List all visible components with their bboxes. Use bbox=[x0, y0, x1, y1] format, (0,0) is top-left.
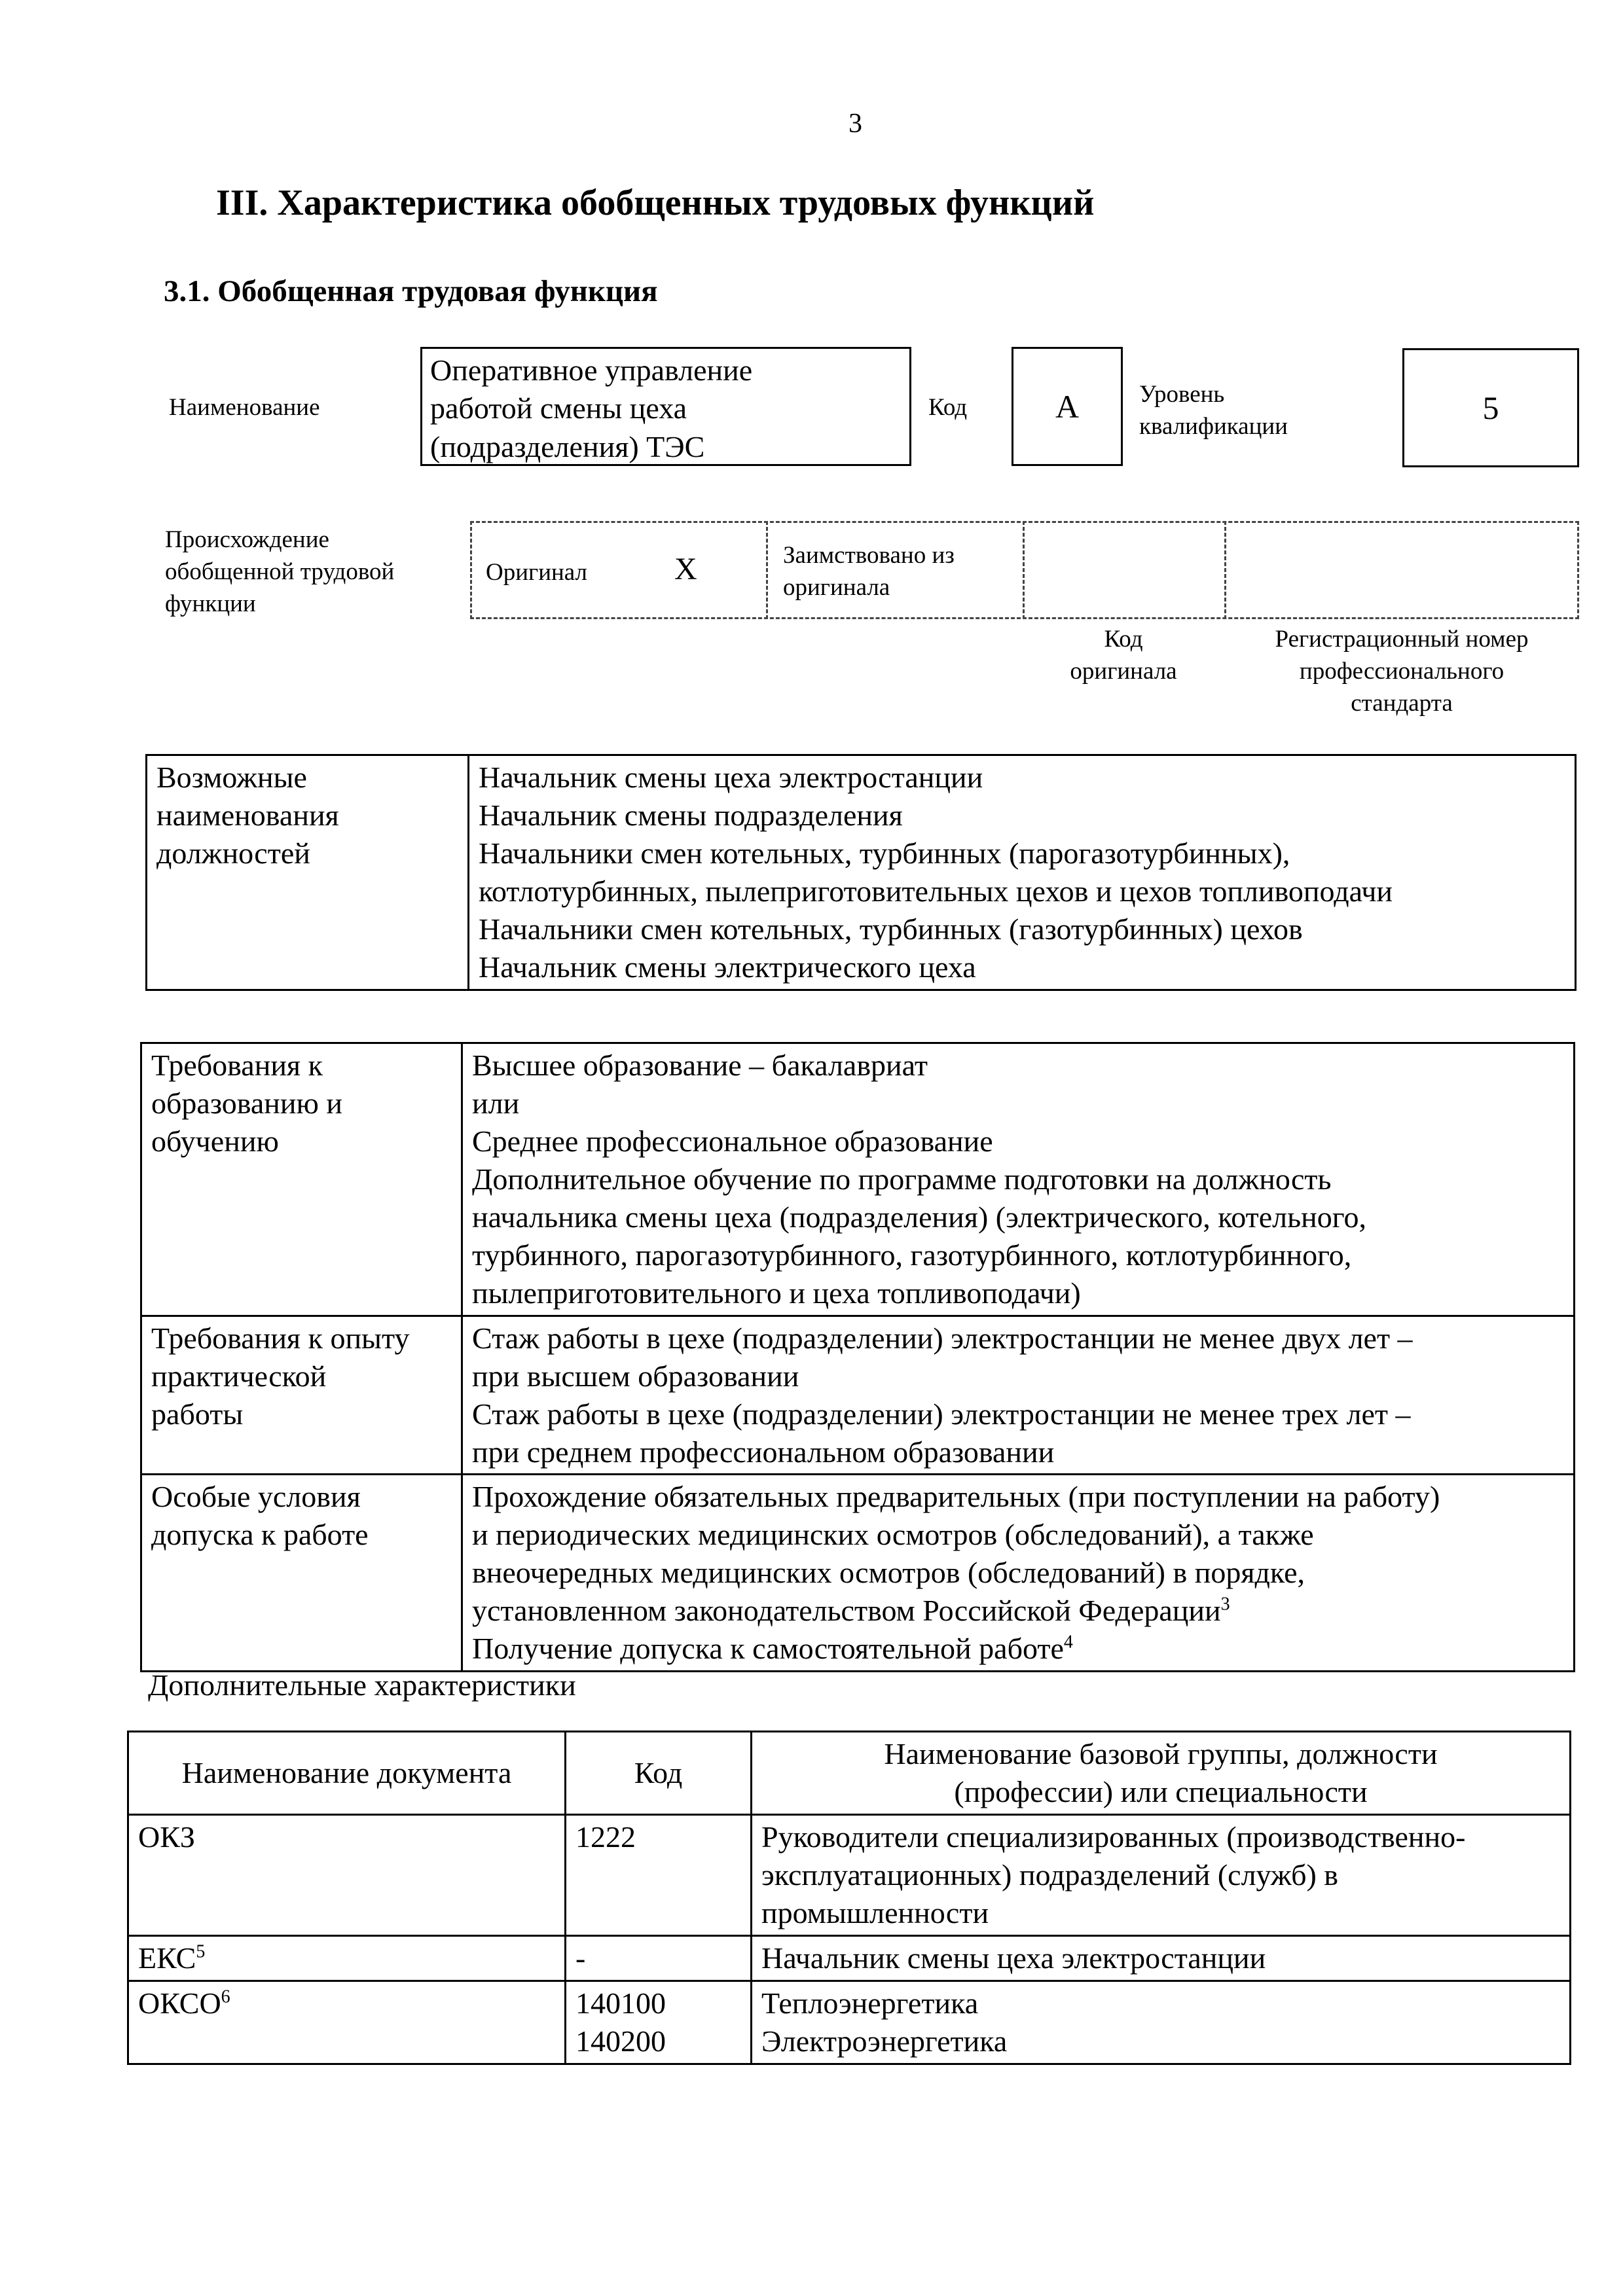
label-line: обучению bbox=[151, 1124, 279, 1158]
name-line: Оперативное управление bbox=[430, 353, 753, 387]
section-title: III. Характеристика обобщенных трудовых функций bbox=[216, 183, 1095, 223]
additional-table bbox=[127, 1731, 1571, 2065]
table-row bbox=[141, 1316, 1575, 1475]
label-line: допуска к работе bbox=[151, 1518, 369, 1552]
value-line: Начальник смены подразделения bbox=[479, 798, 903, 832]
positions-label bbox=[147, 755, 469, 990]
header-name bbox=[752, 1732, 1571, 1815]
caption-line: Регистрационный номер bbox=[1275, 626, 1529, 653]
name-line: промышленности bbox=[761, 1895, 989, 1929]
education-value bbox=[462, 1043, 1575, 1316]
label-line: образованию и bbox=[151, 1086, 342, 1120]
header-doc: Наименование документа bbox=[128, 1732, 566, 1815]
label-line: Требования к bbox=[151, 1049, 323, 1082]
page-number: 3 bbox=[848, 109, 862, 139]
education-label bbox=[141, 1043, 462, 1316]
code-value: - bbox=[575, 1941, 586, 1975]
value-text: Получение допуска к самостоятельной работе bbox=[472, 1632, 1064, 1666]
value-line: Среднее профессиональное образование bbox=[472, 1124, 993, 1158]
value-line bbox=[472, 1592, 1564, 1630]
admission-label bbox=[141, 1475, 462, 1672]
value-line bbox=[472, 1630, 1564, 1668]
origin-divider bbox=[1023, 521, 1025, 619]
doc-name: ОКСО bbox=[138, 1986, 221, 2020]
level-value: 5 bbox=[1402, 348, 1579, 467]
doc-name: ОКЗ bbox=[138, 1820, 195, 1854]
value-line: Дополнительное обучение по программе подготовки на должность bbox=[472, 1162, 1332, 1196]
subsection-title: 3.1. Обобщенная трудовая функция bbox=[164, 274, 658, 308]
experience-label bbox=[141, 1316, 462, 1475]
table-row bbox=[141, 1043, 1575, 1316]
origin-label-line: обобщенной трудовой bbox=[165, 558, 395, 586]
value-text: установленном законодательством Российской Федерации bbox=[472, 1594, 1221, 1628]
doc-cell bbox=[128, 1935, 566, 1981]
label-line: Особые условия bbox=[151, 1480, 361, 1514]
level-label bbox=[1139, 378, 1288, 442]
level-label-line: Уровень bbox=[1139, 381, 1225, 408]
name-line: Теплоэнергетика bbox=[761, 1986, 979, 2020]
header-code: Код bbox=[566, 1732, 752, 1815]
value-line: Стаж работы в цехе (подразделении) электростанции не менее двух лет – bbox=[472, 1321, 1413, 1355]
label-line: должностей bbox=[156, 836, 310, 870]
caption-line: стандарта bbox=[1351, 690, 1453, 717]
admission-value bbox=[462, 1475, 1575, 1672]
value-line: Начальник смены электрического цеха bbox=[479, 950, 976, 984]
name-line: Руководители специализированных (производственно- bbox=[761, 1820, 1466, 1854]
value-line: Высшее образование – бакалавриат bbox=[472, 1049, 928, 1082]
doc-cell bbox=[128, 1981, 566, 2064]
origin-label-line: функции bbox=[165, 590, 256, 618]
origin-label-line: Происхождение bbox=[165, 526, 329, 553]
value-line: Начальники смен котельных, турбинных (парогазотурбинных), bbox=[479, 836, 1290, 870]
header-line: (профессии) или специальности bbox=[954, 1774, 1368, 1808]
value-line: и периодических медицинских осмотров (обследований), а также bbox=[472, 1518, 1314, 1552]
label-line: практической bbox=[151, 1359, 327, 1393]
code-label: Код bbox=[928, 394, 968, 421]
borrowed-label-line: оригинала bbox=[783, 574, 890, 601]
table-row bbox=[141, 1475, 1575, 1672]
table-header-row bbox=[128, 1732, 1571, 1815]
name-cell bbox=[752, 1935, 1571, 1981]
value-line: пылеприготовительного и цеха топливоподачи) bbox=[472, 1276, 1081, 1310]
footnote-ref: 4 bbox=[1063, 1632, 1073, 1653]
value-line: при среднем профессиональном образовании bbox=[472, 1435, 1055, 1469]
experience-value bbox=[462, 1316, 1575, 1475]
label-line: Требования к опыту bbox=[151, 1321, 410, 1355]
origin-divider bbox=[1224, 521, 1226, 619]
footnote-ref: 3 bbox=[1220, 1594, 1230, 1615]
additional-title: Дополнительные характеристики bbox=[148, 1668, 576, 1702]
name-line: работой смены цеха bbox=[430, 391, 687, 425]
caption-line: профессионального bbox=[1299, 658, 1504, 685]
name-cell bbox=[752, 1814, 1571, 1935]
name-line: эксплуатационных) подразделений (служб) в bbox=[761, 1857, 1339, 1892]
value-line: или bbox=[472, 1086, 520, 1120]
positions-table bbox=[145, 754, 1577, 991]
code-original-caption bbox=[1023, 623, 1224, 687]
level-label-line: квалификации bbox=[1139, 413, 1288, 440]
code-cell bbox=[566, 1814, 752, 1935]
code-cell bbox=[566, 1935, 752, 1981]
value-line: Прохождение обязательных предварительных (при поступлении на работу) bbox=[472, 1480, 1440, 1514]
header-line: Наименование базовой группы, должности bbox=[884, 1737, 1438, 1770]
positions-value bbox=[469, 755, 1576, 990]
name-line: (подразделения) ТЭС bbox=[430, 429, 705, 463]
value-line: Стаж работы в цехе (подразделении) электростанции не менее трех лет – bbox=[472, 1397, 1411, 1431]
value-line: турбинного, парогазотурбинного, газотурбинного, котлотурбинного, bbox=[472, 1238, 1352, 1272]
code-value: 140200 bbox=[575, 2024, 666, 2058]
value-line: при высшем образовании bbox=[472, 1359, 799, 1393]
value-line: Начальники смен котельных, турбинных (газотурбинных) цехов bbox=[479, 912, 1303, 946]
origin-divider bbox=[766, 521, 768, 619]
original-label: Оригинал bbox=[486, 559, 588, 586]
name-value bbox=[420, 347, 911, 466]
doc-name: ЕКС bbox=[138, 1941, 196, 1975]
table-row bbox=[128, 1814, 1571, 1935]
caption-line: Код bbox=[1104, 626, 1143, 653]
reg-number-caption bbox=[1224, 623, 1579, 720]
footnote-ref: 6 bbox=[221, 1986, 230, 2007]
code-value: 1222 bbox=[575, 1820, 636, 1854]
table-row bbox=[128, 1981, 1571, 2064]
code-cell bbox=[566, 1981, 752, 2064]
borrowed-label-line: Заимствовано из bbox=[783, 542, 955, 569]
name-cell bbox=[752, 1981, 1571, 2064]
value-line: начальника смены цеха (подразделения) (электрического, котельного, bbox=[472, 1200, 1366, 1234]
name-line: Электроэнергетика bbox=[761, 2024, 1008, 2058]
origin-label bbox=[165, 524, 394, 620]
value-line: Начальник смены цеха электростанции bbox=[479, 761, 983, 794]
table-row bbox=[128, 1935, 1571, 1981]
code-value: 140100 bbox=[575, 1986, 666, 2020]
borrowed-label bbox=[783, 539, 955, 603]
requirements-table bbox=[140, 1042, 1575, 1672]
doc-cell bbox=[128, 1814, 566, 1935]
value-line: котлотурбинных, пылеприготовительных цехов и цехов топливоподачи bbox=[479, 874, 1393, 908]
original-mark: X bbox=[674, 552, 697, 586]
name-label: Наименование bbox=[169, 394, 320, 421]
table-row bbox=[147, 755, 1576, 990]
value-line: внеочередных медицинских осмотров (обследований) в порядке, bbox=[472, 1556, 1305, 1590]
caption-line: оригинала bbox=[1070, 658, 1177, 685]
name-line: Начальник смены цеха электростанции bbox=[761, 1941, 1266, 1975]
code-value: А bbox=[1012, 347, 1123, 466]
label-line: Возможные bbox=[156, 761, 307, 794]
origin-box bbox=[470, 521, 1579, 619]
label-line: работы bbox=[151, 1397, 244, 1431]
label-line: наименования bbox=[156, 798, 339, 832]
footnote-ref: 5 bbox=[196, 1941, 206, 1962]
